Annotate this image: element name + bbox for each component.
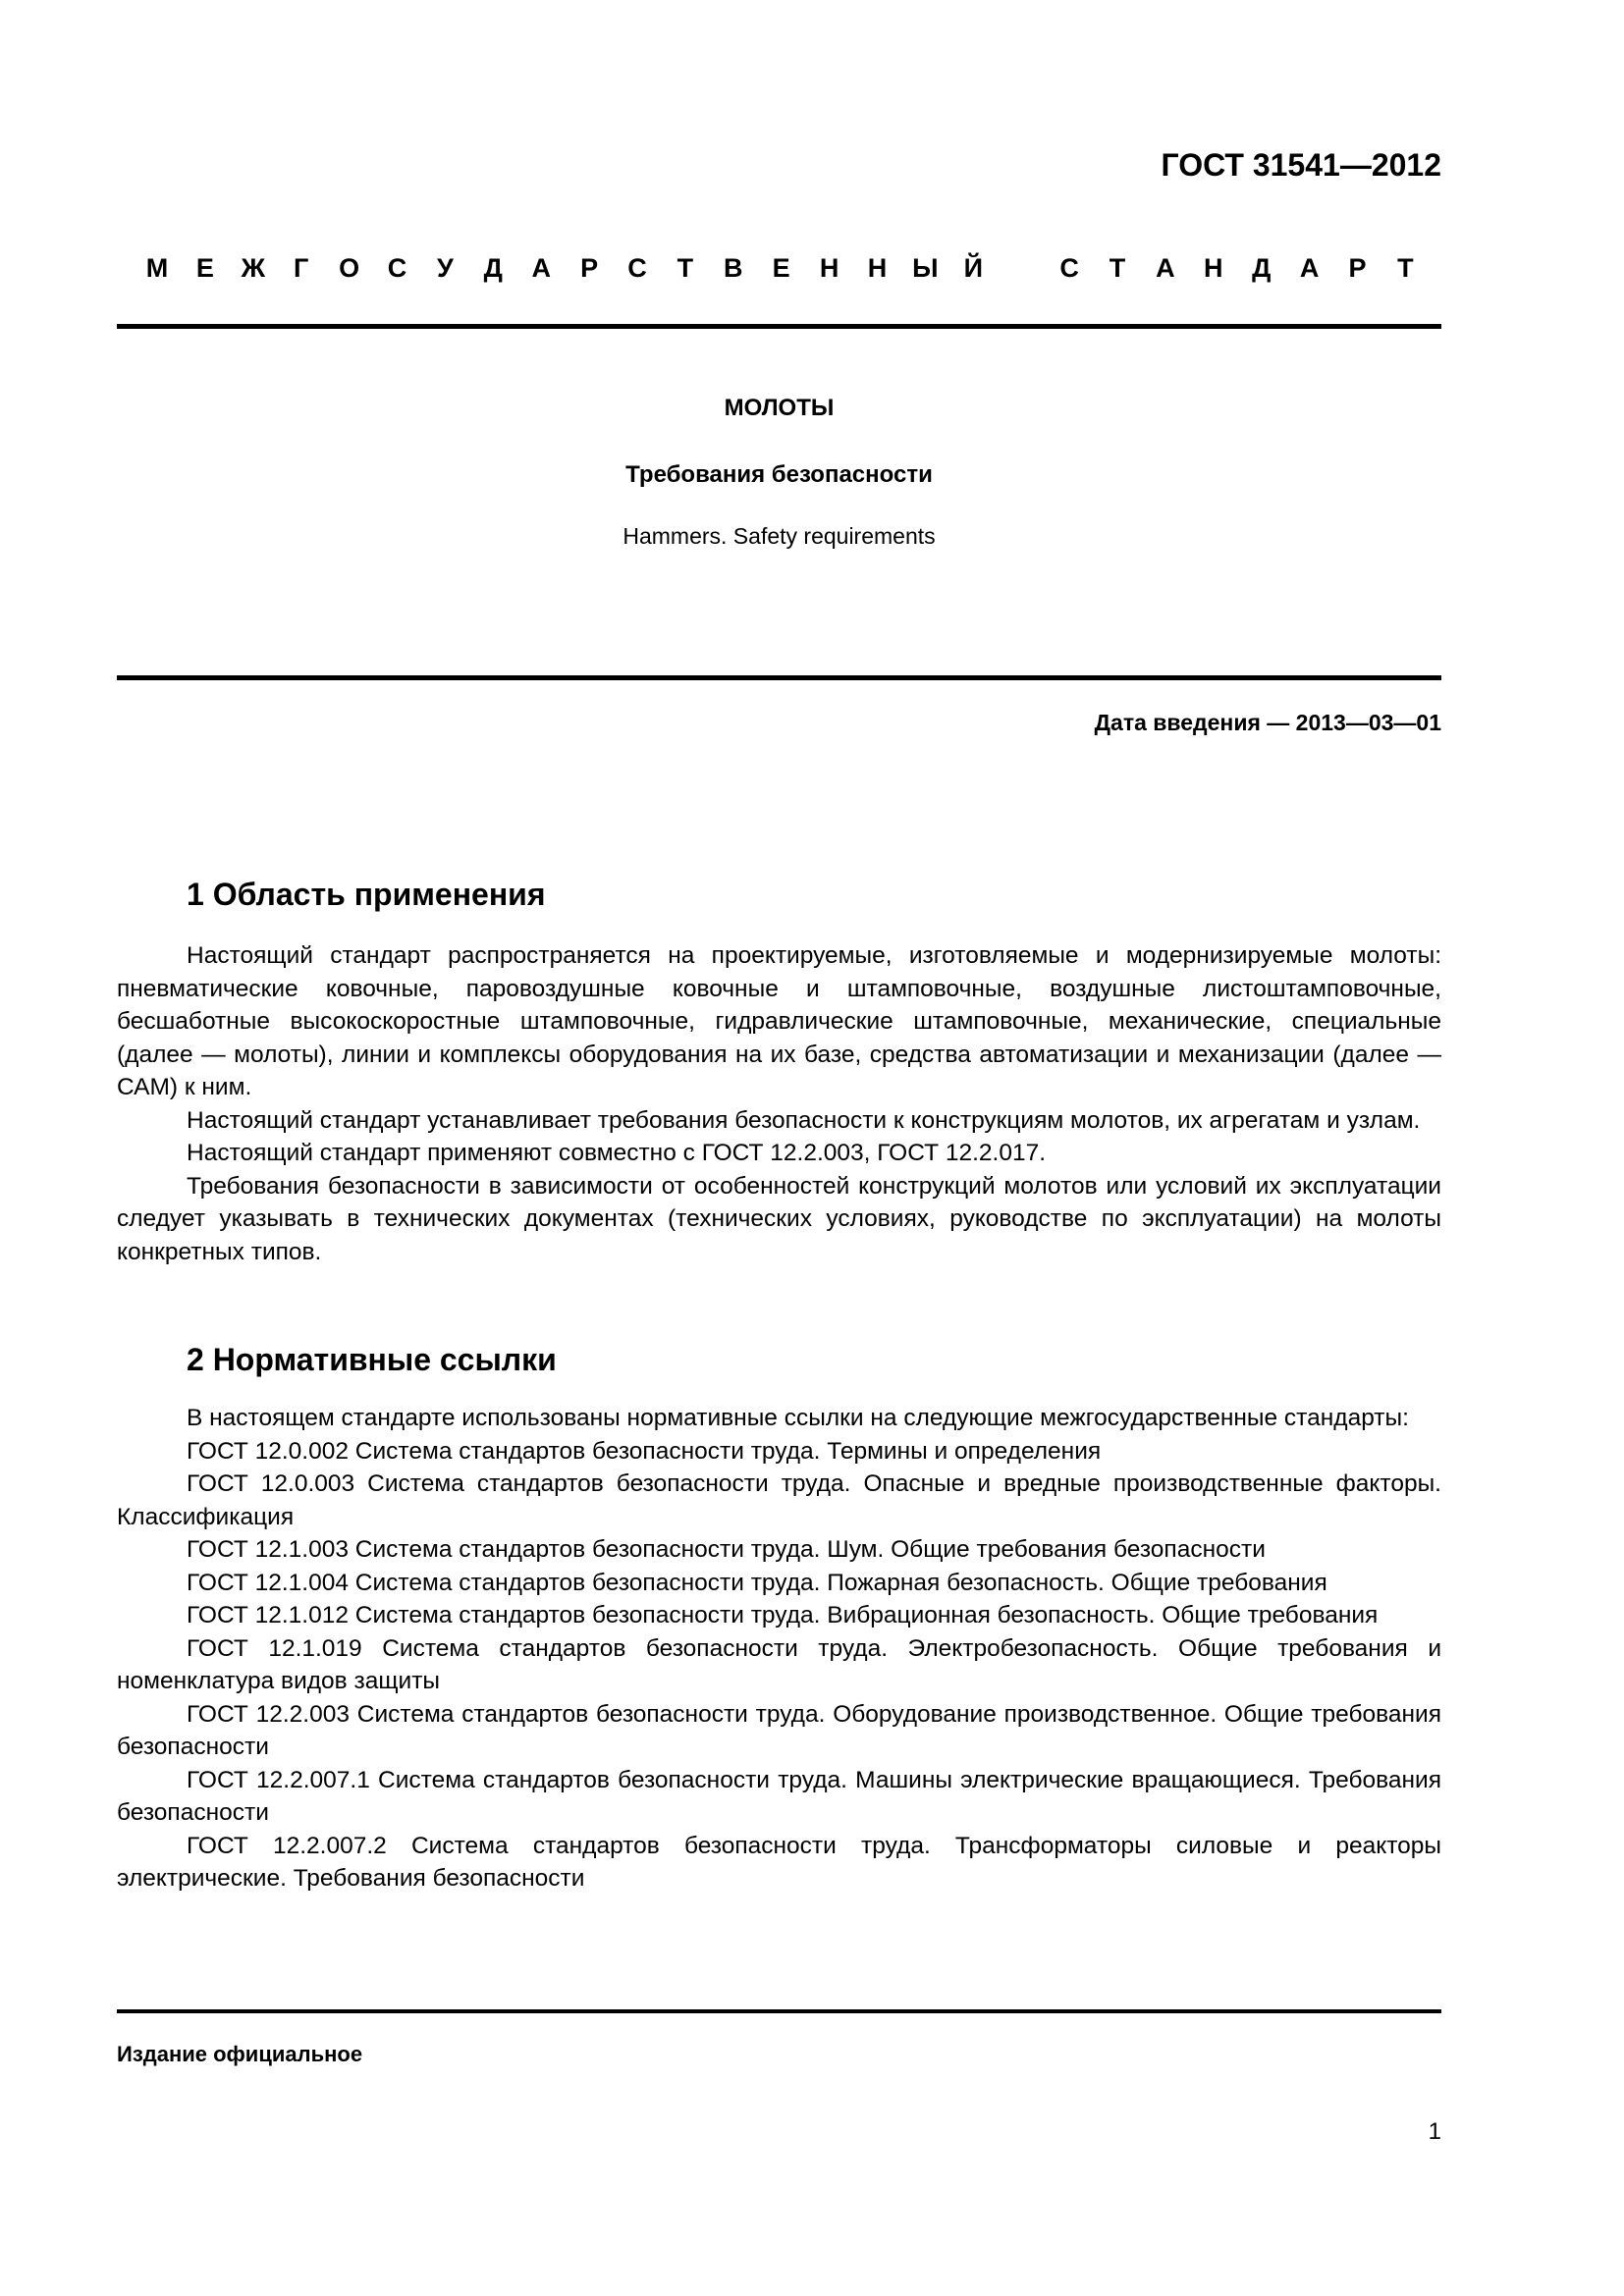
- heading-letter: У: [436, 253, 454, 283]
- section-heading-scope: 1 Область применения: [187, 877, 546, 912]
- effective-date: Дата введения — 2013—03—01: [1094, 710, 1441, 735]
- reference-item: ГОСТ 12.2.003 Система стандартов безопасности труда. Оборудование производственное. Общие требования безопасности: [117, 1700, 1441, 1760]
- top-rule: [117, 324, 1441, 329]
- heading-letter: Е: [195, 253, 214, 283]
- heading-letter: Г: [294, 253, 309, 283]
- heading-letter: Р: [580, 253, 599, 283]
- heading-letter: Д: [483, 253, 503, 283]
- paragraph: Требования безопасности в зависимости от особенностей конструкций молотов или условий их эксплуатации следует указывать в технических документах (технических условиях, руководстве по эксплуатации) на молоты конкретных типов.: [117, 1172, 1441, 1265]
- reference-item: ГОСТ 12.2.007.2 Система стандартов безопасности труда. Трансформаторы силовые и реакторы электрические. Требования безопасности: [117, 1832, 1441, 1892]
- edition-label: Издание официальное: [117, 2042, 363, 2066]
- heading-letter: Н: [867, 253, 888, 283]
- reference-item: ГОСТ 12.2.007.1 Система стандартов безопасности труда. Машины электрические вращающиеся. Требования безопасности: [117, 1766, 1441, 1826]
- heading-letter: В: [724, 253, 743, 283]
- heading-letter: М: [145, 253, 169, 283]
- heading-letter: Ы: [912, 253, 939, 283]
- heading-letter: С: [627, 253, 647, 283]
- reference-item: ГОСТ 12.0.002 Система стандартов безопасности труда. Термины и определения: [187, 1437, 1102, 1465]
- section-body-references: [117, 1402, 1441, 1896]
- heading-letter: Е: [772, 253, 790, 283]
- heading-letter: О: [339, 253, 360, 283]
- document-subtitle: Требования безопасности: [625, 461, 933, 488]
- heading-letter: А: [1299, 253, 1320, 283]
- paragraph: В настоящем стандарте использованы нормативные ссылки на следующие межгосударственные стандарты:: [187, 1405, 1409, 1431]
- heading-letter: Т: [1397, 253, 1414, 283]
- heading-letter: Н: [1204, 253, 1223, 283]
- heading-letter: А: [1156, 253, 1175, 283]
- heading-letter: Ж: [241, 253, 265, 283]
- heading-letter: Д: [1252, 253, 1272, 283]
- paragraph: Настоящий стандарт применяют совместно с ГОСТ 12.2.003, ГОСТ 12.2.017.: [187, 1140, 1047, 1166]
- reference-item: ГОСТ 12.1.004 Система стандартов безопасности труда. Пожарная безопасность. Общие требования: [187, 1569, 1327, 1596]
- reference-item: ГОСТ 12.1.003 Система стандартов безопасности труда. Шум. Общие требования безопасности: [187, 1536, 1266, 1563]
- page-number: 1: [1428, 2118, 1441, 2145]
- reference-item: ГОСТ 12.1.019 Система стандартов безопасности труда. Электробезопасность. Общие требования и номенклатура видов защиты: [117, 1634, 1441, 1694]
- heading-letter: Р: [1348, 253, 1367, 283]
- reference-item: ГОСТ 12.1.012 Система стандартов безопасности труда. Вибрационная безопасность. Общие требования: [187, 1602, 1379, 1629]
- heading-letter: Т: [1109, 253, 1126, 283]
- reference-item: ГОСТ 12.0.003 Система стандартов безопасности труда. Опасные и вредные производственные факторы. Классификация: [117, 1470, 1441, 1530]
- heading-letter: С: [1059, 253, 1079, 283]
- heading-letter: А: [531, 253, 551, 283]
- heading-letter: С: [387, 253, 407, 283]
- footer-rule: [117, 2009, 1441, 2013]
- heading-letter: Н: [819, 253, 839, 283]
- heading-letter: Й: [963, 253, 983, 283]
- document-title: МОЛОТЫ: [724, 395, 835, 421]
- paragraph: Настоящий стандарт распространяется на проектируемые, изготовляемые и модернизируемые молоты: пневматические ковочные, паровоздушные ковочные и штамповочные, воздушные листоштамповочные, бесшаботные высокоскоростные штамповочные, гидравлические штамповочные, механические, специальные (далее — молоты), линии и комплексы оборудования на их базе, средства автоматизации и механизации (далее — САМ) к ним.: [117, 942, 1441, 1100]
- section-heading-references: 2 Нормативные ссылки: [187, 1342, 557, 1377]
- paragraph: Настоящий стандарт устанавливает требования безопасности к конструкциям молотов, их агрегатам и узлам.: [187, 1106, 1421, 1134]
- heading-letter: Т: [677, 253, 694, 283]
- standard-number: ГОСТ 31541—2012: [1161, 147, 1441, 183]
- title-rule: [117, 675, 1441, 680]
- section-body-scope: [117, 939, 1441, 1268]
- english-title: Hammers. Safety requirements: [623, 523, 936, 549]
